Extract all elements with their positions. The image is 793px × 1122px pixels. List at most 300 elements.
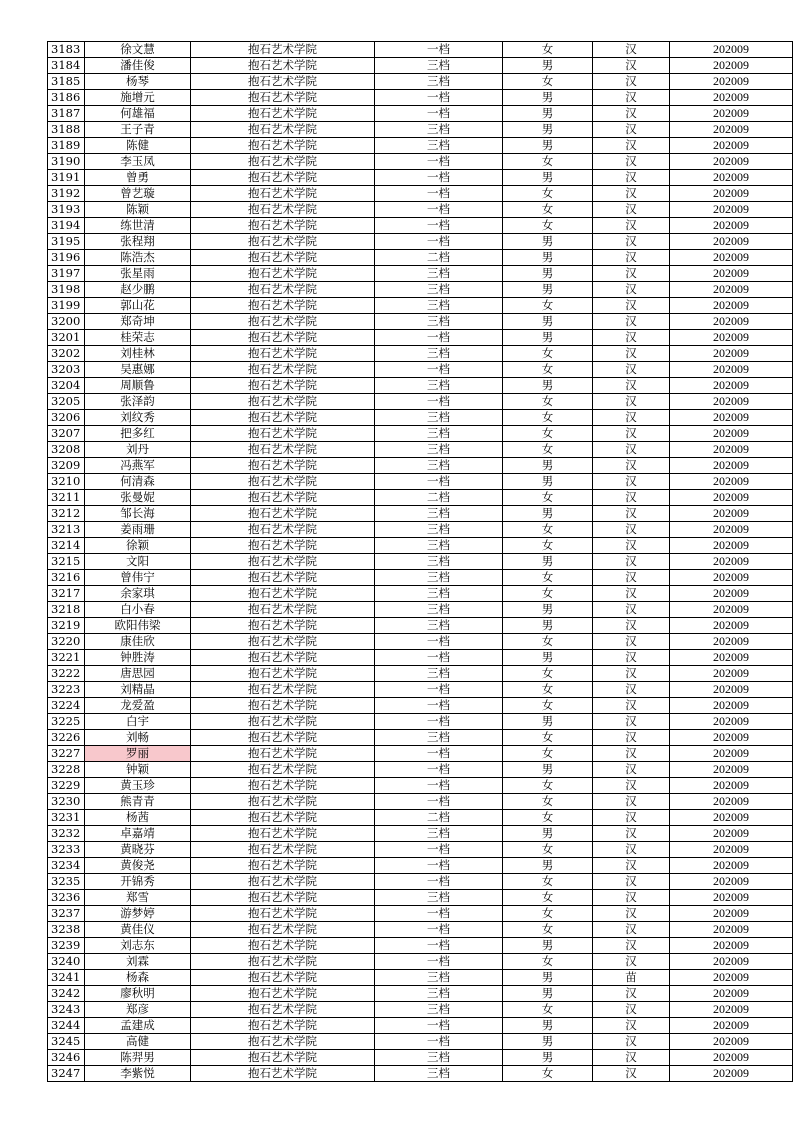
cell-id: 3215 <box>48 554 85 570</box>
cell-name: 练世清 <box>85 218 191 234</box>
cell-id: 3241 <box>48 970 85 986</box>
table-row <box>48 266 793 282</box>
table-row <box>48 730 793 746</box>
cell-id: 3208 <box>48 442 85 458</box>
table-row <box>48 810 793 826</box>
cell-level: 三档 <box>375 506 503 522</box>
cell-level: 一档 <box>375 650 503 666</box>
cell-nation: 汉 <box>593 250 670 266</box>
cell-id: 3214 <box>48 538 85 554</box>
cell-level: 一档 <box>375 842 503 858</box>
cell-nation: 汉 <box>593 234 670 250</box>
cell-name: 郑彦 <box>85 1002 191 1018</box>
cell-name: 徐颖 <box>85 538 191 554</box>
cell-semester: 202009 <box>670 890 793 906</box>
table-row <box>48 554 793 570</box>
cell-id: 3186 <box>48 90 85 106</box>
table-row <box>48 666 793 682</box>
cell-name: 刘精晶 <box>85 682 191 698</box>
table-row <box>48 74 793 90</box>
cell-college: 抱石艺术学院 <box>191 122 375 138</box>
cell-semester: 202009 <box>670 90 793 106</box>
table-row <box>48 778 793 794</box>
cell-semester: 202009 <box>670 346 793 362</box>
cell-id: 3233 <box>48 842 85 858</box>
cell-nation: 汉 <box>593 666 670 682</box>
cell-id: 3201 <box>48 330 85 346</box>
cell-college: 抱石艺术学院 <box>191 458 375 474</box>
cell-college: 抱石艺术学院 <box>191 1018 375 1034</box>
cell-college: 抱石艺术学院 <box>191 538 375 554</box>
cell-name: 杨琴 <box>85 74 191 90</box>
cell-name: 张曼妮 <box>85 490 191 506</box>
cell-gender: 女 <box>503 154 593 170</box>
cell-gender: 女 <box>503 1066 593 1082</box>
cell-nation: 汉 <box>593 586 670 602</box>
cell-id: 3204 <box>48 378 85 394</box>
cell-gender: 男 <box>503 986 593 1002</box>
cell-college: 抱石艺术学院 <box>191 650 375 666</box>
cell-id: 3245 <box>48 1034 85 1050</box>
cell-college: 抱石艺术学院 <box>191 954 375 970</box>
cell-nation: 汉 <box>593 474 670 490</box>
table-row <box>48 602 793 618</box>
table-row <box>48 314 793 330</box>
cell-id: 3247 <box>48 1066 85 1082</box>
cell-nation: 汉 <box>593 1066 670 1082</box>
cell-name: 文阳 <box>85 554 191 570</box>
cell-id: 3240 <box>48 954 85 970</box>
cell-nation: 汉 <box>593 810 670 826</box>
table-row <box>48 794 793 810</box>
cell-semester: 202009 <box>670 1050 793 1066</box>
cell-level: 一档 <box>375 90 503 106</box>
table-row <box>48 90 793 106</box>
table-row <box>48 410 793 426</box>
cell-college: 抱石艺术学院 <box>191 426 375 442</box>
cell-nation: 汉 <box>593 266 670 282</box>
cell-nation: 汉 <box>593 410 670 426</box>
cell-semester: 202009 <box>670 42 793 58</box>
cell-name: 赵少鹏 <box>85 282 191 298</box>
cell-college: 抱石艺术学院 <box>191 442 375 458</box>
cell-level: 一档 <box>375 858 503 874</box>
cell-nation: 汉 <box>593 874 670 890</box>
cell-semester: 202009 <box>670 170 793 186</box>
cell-gender: 男 <box>503 970 593 986</box>
table-row <box>48 842 793 858</box>
cell-nation: 汉 <box>593 554 670 570</box>
cell-name: 余家琪 <box>85 586 191 602</box>
cell-name: 陈浩杰 <box>85 250 191 266</box>
cell-college: 抱石艺术学院 <box>191 922 375 938</box>
cell-name: 欧阳伟梁 <box>85 618 191 634</box>
cell-id: 3237 <box>48 906 85 922</box>
cell-semester: 202009 <box>670 826 793 842</box>
cell-name: 郑雪 <box>85 890 191 906</box>
cell-name: 杨森 <box>85 970 191 986</box>
cell-level: 三档 <box>375 458 503 474</box>
table-row <box>48 954 793 970</box>
cell-name: 姜雨珊 <box>85 522 191 538</box>
cell-name: 唐思园 <box>85 666 191 682</box>
cell-name: 施增元 <box>85 90 191 106</box>
cell-semester: 202009 <box>670 858 793 874</box>
table-row <box>48 490 793 506</box>
cell-gender: 男 <box>503 282 593 298</box>
cell-id: 3227 <box>48 746 85 762</box>
cell-gender: 女 <box>503 426 593 442</box>
cell-nation: 汉 <box>593 90 670 106</box>
cell-level: 一档 <box>375 794 503 810</box>
cell-gender: 女 <box>503 394 593 410</box>
table-row <box>48 426 793 442</box>
cell-semester: 202009 <box>670 810 793 826</box>
cell-gender: 男 <box>503 90 593 106</box>
cell-name: 高健 <box>85 1034 191 1050</box>
cell-gender: 女 <box>503 538 593 554</box>
table-row <box>48 682 793 698</box>
cell-gender: 女 <box>503 954 593 970</box>
cell-id: 3226 <box>48 730 85 746</box>
table-row <box>48 218 793 234</box>
cell-id: 3218 <box>48 602 85 618</box>
cell-id: 3229 <box>48 778 85 794</box>
table-row <box>48 570 793 586</box>
cell-level: 一档 <box>375 330 503 346</box>
cell-gender: 女 <box>503 746 593 762</box>
cell-college: 抱石艺术学院 <box>191 74 375 90</box>
table-row <box>48 1018 793 1034</box>
cell-name-highlighted: 罗丽 <box>85 746 191 762</box>
cell-id: 3235 <box>48 874 85 890</box>
cell-name: 钟颖 <box>85 762 191 778</box>
cell-name: 刘丹 <box>85 442 191 458</box>
cell-nation: 汉 <box>593 1050 670 1066</box>
cell-name: 郭山花 <box>85 298 191 314</box>
cell-id: 3209 <box>48 458 85 474</box>
cell-semester: 202009 <box>670 202 793 218</box>
cell-level: 一档 <box>375 746 503 762</box>
cell-id: 3198 <box>48 282 85 298</box>
cell-semester: 202009 <box>670 586 793 602</box>
cell-id: 3236 <box>48 890 85 906</box>
cell-name: 王子青 <box>85 122 191 138</box>
cell-gender: 男 <box>503 618 593 634</box>
cell-level: 三档 <box>375 986 503 1002</box>
cell-gender: 男 <box>503 458 593 474</box>
cell-name: 张程翔 <box>85 234 191 250</box>
cell-gender: 女 <box>503 810 593 826</box>
cell-gender: 男 <box>503 554 593 570</box>
cell-nation: 汉 <box>593 186 670 202</box>
cell-gender: 女 <box>503 586 593 602</box>
cell-id: 3220 <box>48 634 85 650</box>
cell-college: 抱石艺术学院 <box>191 394 375 410</box>
table-row <box>48 746 793 762</box>
cell-name: 孟建成 <box>85 1018 191 1034</box>
cell-level: 三档 <box>375 666 503 682</box>
cell-id: 3221 <box>48 650 85 666</box>
cell-level: 一档 <box>375 954 503 970</box>
cell-id: 3191 <box>48 170 85 186</box>
cell-semester: 202009 <box>670 234 793 250</box>
cell-level: 三档 <box>375 1066 503 1082</box>
cell-semester: 202009 <box>670 1034 793 1050</box>
table-row <box>48 346 793 362</box>
cell-id: 3246 <box>48 1050 85 1066</box>
cell-semester: 202009 <box>670 362 793 378</box>
cell-name: 张泽韵 <box>85 394 191 410</box>
cell-semester: 202009 <box>670 426 793 442</box>
cell-id: 3207 <box>48 426 85 442</box>
cell-nation: 汉 <box>593 906 670 922</box>
cell-name: 何清森 <box>85 474 191 490</box>
cell-id: 3234 <box>48 858 85 874</box>
table-row <box>48 138 793 154</box>
cell-level: 三档 <box>375 570 503 586</box>
cell-level: 一档 <box>375 938 503 954</box>
table-row <box>48 474 793 490</box>
table-row <box>48 1002 793 1018</box>
cell-gender: 男 <box>503 1018 593 1034</box>
cell-college: 抱石艺术学院 <box>191 234 375 250</box>
cell-level: 二档 <box>375 810 503 826</box>
cell-level: 一档 <box>375 906 503 922</box>
cell-name: 熊青青 <box>85 794 191 810</box>
cell-level: 二档 <box>375 250 503 266</box>
cell-id: 3202 <box>48 346 85 362</box>
cell-id: 3195 <box>48 234 85 250</box>
cell-gender: 男 <box>503 650 593 666</box>
cell-nation: 汉 <box>593 762 670 778</box>
table-row <box>48 762 793 778</box>
cell-id: 3197 <box>48 266 85 282</box>
cell-level: 三档 <box>375 282 503 298</box>
cell-college: 抱石艺术学院 <box>191 90 375 106</box>
cell-semester: 202009 <box>670 378 793 394</box>
cell-nation: 汉 <box>593 170 670 186</box>
cell-level: 一档 <box>375 362 503 378</box>
cell-college: 抱石艺术学院 <box>191 874 375 890</box>
cell-college: 抱石艺术学院 <box>191 266 375 282</box>
table-row <box>48 922 793 938</box>
cell-gender: 女 <box>503 778 593 794</box>
table-row <box>48 538 793 554</box>
cell-nation: 汉 <box>593 202 670 218</box>
cell-level: 三档 <box>375 538 503 554</box>
cell-gender: 男 <box>503 826 593 842</box>
cell-college: 抱石艺术学院 <box>191 634 375 650</box>
cell-gender: 男 <box>503 170 593 186</box>
cell-name: 郑奇坤 <box>85 314 191 330</box>
cell-id: 3206 <box>48 410 85 426</box>
cell-semester: 202009 <box>670 442 793 458</box>
cell-nation: 汉 <box>593 986 670 1002</box>
cell-nation: 汉 <box>593 298 670 314</box>
cell-semester: 202009 <box>670 458 793 474</box>
cell-semester: 202009 <box>670 218 793 234</box>
cell-college: 抱石艺术学院 <box>191 58 375 74</box>
cell-gender: 女 <box>503 522 593 538</box>
cell-name: 开锦秀 <box>85 874 191 890</box>
cell-gender: 女 <box>503 298 593 314</box>
cell-semester: 202009 <box>670 746 793 762</box>
cell-college: 抱石艺术学院 <box>191 970 375 986</box>
cell-college: 抱石艺术学院 <box>191 346 375 362</box>
cell-gender: 男 <box>503 330 593 346</box>
cell-nation: 汉 <box>593 778 670 794</box>
table-row <box>48 634 793 650</box>
cell-semester: 202009 <box>670 138 793 154</box>
table-row <box>48 506 793 522</box>
cell-college: 抱石艺术学院 <box>191 586 375 602</box>
table-row <box>48 154 793 170</box>
cell-name: 李紫悦 <box>85 1066 191 1082</box>
cell-level: 三档 <box>375 346 503 362</box>
cell-level: 一档 <box>375 42 503 58</box>
cell-level: 一档 <box>375 698 503 714</box>
cell-id: 3205 <box>48 394 85 410</box>
cell-college: 抱石艺术学院 <box>191 826 375 842</box>
table-row <box>48 234 793 250</box>
cell-name: 卓嘉靖 <box>85 826 191 842</box>
cell-level: 一档 <box>375 394 503 410</box>
cell-name: 黄玉珍 <box>85 778 191 794</box>
cell-college: 抱石艺术学院 <box>191 170 375 186</box>
cell-semester: 202009 <box>670 922 793 938</box>
cell-nation: 汉 <box>593 458 670 474</box>
cell-level: 一档 <box>375 154 503 170</box>
cell-name: 黄俊尧 <box>85 858 191 874</box>
cell-semester: 202009 <box>670 698 793 714</box>
cell-college: 抱石艺术学院 <box>191 506 375 522</box>
table-row <box>48 442 793 458</box>
cell-semester: 202009 <box>670 394 793 410</box>
cell-college: 抱石艺术学院 <box>191 890 375 906</box>
cell-nation: 汉 <box>593 858 670 874</box>
cell-level: 三档 <box>375 602 503 618</box>
cell-nation: 汉 <box>593 106 670 122</box>
cell-college: 抱石艺术学院 <box>191 250 375 266</box>
table-row <box>48 202 793 218</box>
cell-level: 一档 <box>375 218 503 234</box>
cell-id: 3213 <box>48 522 85 538</box>
cell-level: 一档 <box>375 1018 503 1034</box>
cell-college: 抱石艺术学院 <box>191 138 375 154</box>
cell-college: 抱石艺术学院 <box>191 842 375 858</box>
cell-nation: 汉 <box>593 58 670 74</box>
cell-semester: 202009 <box>670 986 793 1002</box>
cell-gender: 女 <box>503 218 593 234</box>
table-row <box>48 58 793 74</box>
cell-college: 抱石艺术学院 <box>191 218 375 234</box>
cell-gender: 女 <box>503 794 593 810</box>
cell-gender: 女 <box>503 666 593 682</box>
cell-college: 抱石艺术学院 <box>191 202 375 218</box>
cell-id: 3210 <box>48 474 85 490</box>
cell-level: 一档 <box>375 186 503 202</box>
cell-level: 三档 <box>375 970 503 986</box>
cell-semester: 202009 <box>670 842 793 858</box>
cell-id: 3187 <box>48 106 85 122</box>
cell-semester: 202009 <box>670 1002 793 1018</box>
cell-level: 三档 <box>375 58 503 74</box>
cell-name: 李玉凤 <box>85 154 191 170</box>
cell-semester: 202009 <box>670 282 793 298</box>
cell-gender: 男 <box>503 122 593 138</box>
cell-id: 3190 <box>48 154 85 170</box>
cell-gender: 女 <box>503 42 593 58</box>
table-row <box>48 618 793 634</box>
cell-semester: 202009 <box>670 122 793 138</box>
cell-college: 抱石艺术学院 <box>191 698 375 714</box>
cell-college: 抱石艺术学院 <box>191 1066 375 1082</box>
cell-nation: 汉 <box>593 746 670 762</box>
cell-nation: 汉 <box>593 122 670 138</box>
cell-level: 一档 <box>375 234 503 250</box>
cell-name: 徐文慧 <box>85 42 191 58</box>
cell-name: 张星雨 <box>85 266 191 282</box>
cell-level: 三档 <box>375 298 503 314</box>
cell-level: 三档 <box>375 618 503 634</box>
table-row <box>48 330 793 346</box>
cell-level: 一档 <box>375 474 503 490</box>
cell-nation: 汉 <box>593 330 670 346</box>
cell-level: 一档 <box>375 922 503 938</box>
cell-id: 3211 <box>48 490 85 506</box>
cell-id: 3225 <box>48 714 85 730</box>
cell-semester: 202009 <box>670 250 793 266</box>
cell-level: 三档 <box>375 890 503 906</box>
cell-college: 抱石艺术学院 <box>191 378 375 394</box>
cell-gender: 女 <box>503 730 593 746</box>
cell-nation: 汉 <box>593 1002 670 1018</box>
table-body <box>48 42 793 1082</box>
cell-id: 3216 <box>48 570 85 586</box>
cell-gender: 女 <box>503 442 593 458</box>
cell-gender: 女 <box>503 922 593 938</box>
cell-name: 白小春 <box>85 602 191 618</box>
cell-college: 抱石艺术学院 <box>191 186 375 202</box>
cell-semester: 202009 <box>670 714 793 730</box>
table-row <box>48 714 793 730</box>
cell-id: 3243 <box>48 1002 85 1018</box>
cell-semester: 202009 <box>670 1066 793 1082</box>
cell-level: 三档 <box>375 1050 503 1066</box>
cell-id: 3188 <box>48 122 85 138</box>
cell-semester: 202009 <box>670 154 793 170</box>
cell-name: 陈颖 <box>85 202 191 218</box>
cell-gender: 女 <box>503 682 593 698</box>
cell-semester: 202009 <box>670 970 793 986</box>
table-row <box>48 394 793 410</box>
cell-gender: 男 <box>503 1034 593 1050</box>
cell-nation: 汉 <box>593 346 670 362</box>
cell-gender: 男 <box>503 266 593 282</box>
table-row <box>48 938 793 954</box>
cell-id: 3217 <box>48 586 85 602</box>
cell-semester: 202009 <box>670 602 793 618</box>
cell-gender: 女 <box>503 74 593 90</box>
cell-id: 3244 <box>48 1018 85 1034</box>
cell-college: 抱石艺术学院 <box>191 522 375 538</box>
cell-college: 抱石艺术学院 <box>191 906 375 922</box>
cell-gender: 女 <box>503 410 593 426</box>
cell-gender: 男 <box>503 474 593 490</box>
cell-gender: 男 <box>503 506 593 522</box>
cell-level: 三档 <box>375 730 503 746</box>
